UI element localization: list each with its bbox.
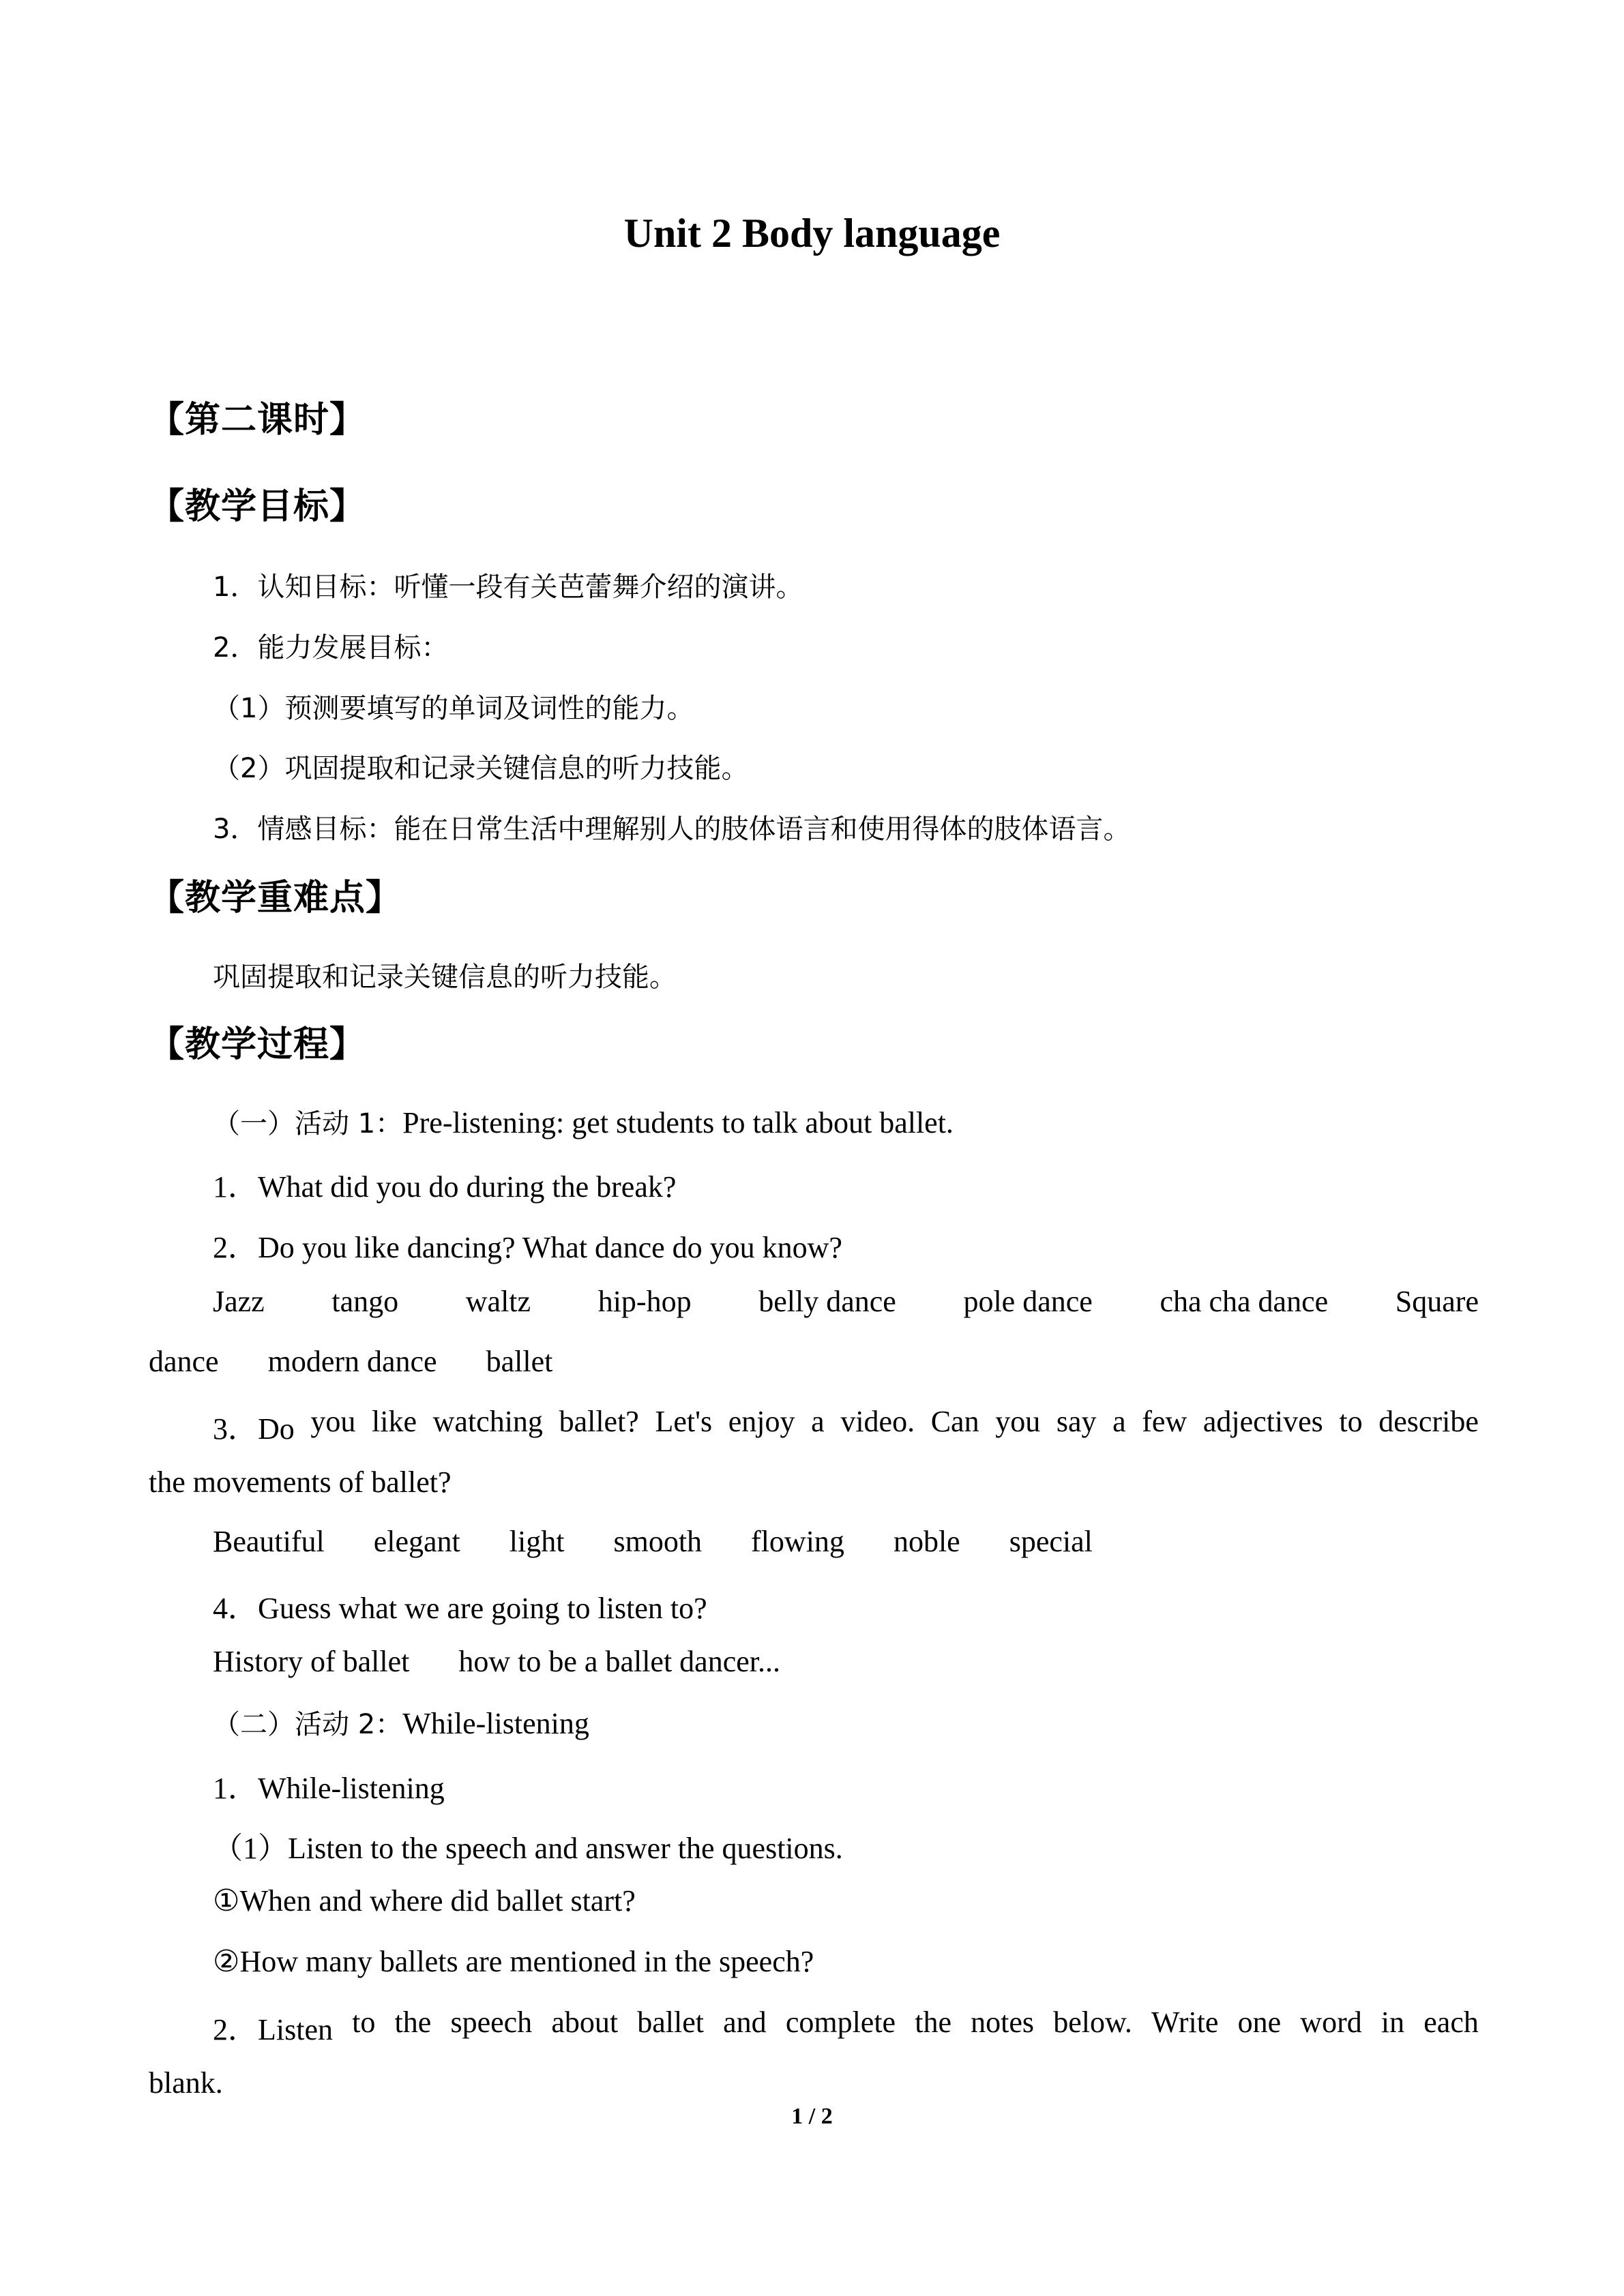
goal-item: 2．能力发展目标： <box>213 632 449 664</box>
word: a <box>1112 1405 1126 1438</box>
dance-item: ballet <box>486 1345 553 1378</box>
word: in <box>1381 2006 1405 2039</box>
activity-1 <box>213 1102 954 1141</box>
adjective-list <box>213 1524 1093 1559</box>
dance-list-line-2 <box>149 1344 552 1379</box>
activity-2-text: While-listening <box>402 1707 589 1740</box>
activity-2 <box>213 1703 589 1742</box>
word: 3．Do <box>213 1412 295 1446</box>
page-title: Unit 2 Body language <box>623 211 1001 256</box>
word: Can <box>930 1405 979 1438</box>
while-listening-q2: ②How many ballets are mentioned in the speech? <box>213 1945 814 1978</box>
word: enjoy <box>728 1405 795 1438</box>
word: like <box>372 1405 417 1438</box>
goals-heading: 【教学目标】 <box>149 486 366 527</box>
word: complete <box>785 2006 896 2039</box>
word: say <box>1056 1405 1097 1438</box>
word: ballet? <box>559 1405 639 1438</box>
process-heading: 【教学过程】 <box>149 1024 366 1065</box>
while-listening-1-sub: （1）Listen to the speech and answer the questions. <box>213 1832 843 1865</box>
dance-list-line-1 <box>213 1284 1479 1319</box>
adjective-item: light <box>509 1525 565 1558</box>
word: to <box>1339 1405 1363 1438</box>
goal-item: （2）巩固提取和记录关键信息的听力技能。 <box>213 753 749 784</box>
question-3-line-1 <box>213 1404 1479 1448</box>
dance-item: pole dance <box>963 1285 1093 1318</box>
word: Write <box>1151 2006 1219 2039</box>
word: each <box>1423 2006 1479 2039</box>
guess-item: History of ballet <box>213 1645 410 1678</box>
page-number: 1 / 2 <box>791 2104 833 2129</box>
word: you <box>310 1405 356 1438</box>
word: Let's <box>655 1405 713 1438</box>
word: watching <box>432 1405 543 1438</box>
key-points-heading: 【教学重难点】 <box>149 878 402 919</box>
activity-2-prefix: （二）活动 2： <box>213 1709 403 1740</box>
dance-item: tango <box>331 1285 399 1318</box>
word: the <box>394 2006 432 2039</box>
adjective-item: elegant <box>373 1525 460 1558</box>
question-4: 4．Guess what we are going to listen to? <box>213 1592 707 1625</box>
word: ballet <box>637 2006 704 2039</box>
question-3-line-2: the movements of ballet? <box>149 1465 452 1499</box>
dance-item: Jazz <box>213 1285 265 1318</box>
word: few <box>1142 1405 1187 1438</box>
goal-item: 3．情感目标：能在日常生活中理解别人的肢体语言和使用得体的肢体语言。 <box>213 814 1131 845</box>
dance-item: modern dance <box>267 1345 437 1378</box>
dance-item: Square <box>1395 1285 1479 1318</box>
adjective-item: Beautiful <box>213 1525 325 1558</box>
goal-item: 1．认知目标：听懂一段有关芭蕾舞介绍的演讲。 <box>213 571 803 603</box>
word: word <box>1300 2006 1362 2039</box>
while-listening-1: 1．While-listening <box>213 1772 445 1805</box>
adjective-item: flowing <box>751 1525 844 1558</box>
key-points-text: 巩固提取和记录关键信息的听力技能。 <box>213 961 677 993</box>
dance-item: dance <box>149 1345 219 1378</box>
dance-item: belly dance <box>758 1285 896 1318</box>
guess-item: how to be a ballet dancer... <box>458 1645 780 1678</box>
word: and <box>723 2006 767 2039</box>
dance-item: cha cha dance <box>1160 1285 1329 1318</box>
dance-item: hip-hop <box>597 1285 692 1318</box>
word: the <box>915 2006 952 2039</box>
word: adjectives <box>1202 1405 1323 1438</box>
word: video. <box>840 1405 915 1438</box>
while-listening-q1: ①When and where did ballet start? <box>213 1884 636 1918</box>
goal-item: （1）预测要填写的单词及词性的能力。 <box>213 693 694 724</box>
lesson-label: 【第二课时】 <box>149 400 366 441</box>
word: about <box>551 2006 619 2039</box>
word: you <box>995 1405 1041 1438</box>
guess-list <box>213 1644 780 1679</box>
adjective-item: smooth <box>613 1525 703 1558</box>
word: describe <box>1378 1405 1479 1438</box>
word: a <box>811 1405 825 1438</box>
word: below. <box>1053 2006 1132 2039</box>
while-listening-2-line-1 <box>213 2005 1479 2048</box>
word: to <box>352 2006 376 2039</box>
adjective-item: special <box>1009 1525 1093 1558</box>
while-listening-2-line-2: blank. <box>149 2066 223 2100</box>
question-2: 2．Do you like dancing? What dance do you know? <box>213 1231 842 1264</box>
word: one <box>1237 2006 1282 2039</box>
word: 2．Listen <box>213 2013 333 2046</box>
dance-item: waltz <box>465 1285 531 1318</box>
word: notes <box>971 2006 1035 2039</box>
adjective-item: noble <box>893 1525 960 1558</box>
question-1: 1．What did you do during the break? <box>213 1170 677 1204</box>
activity-1-prefix: （一）活动 1： <box>213 1108 403 1139</box>
word: speech <box>450 2006 533 2039</box>
activity-1-text: Pre-listening: get students to talk about ballet. <box>402 1106 954 1139</box>
